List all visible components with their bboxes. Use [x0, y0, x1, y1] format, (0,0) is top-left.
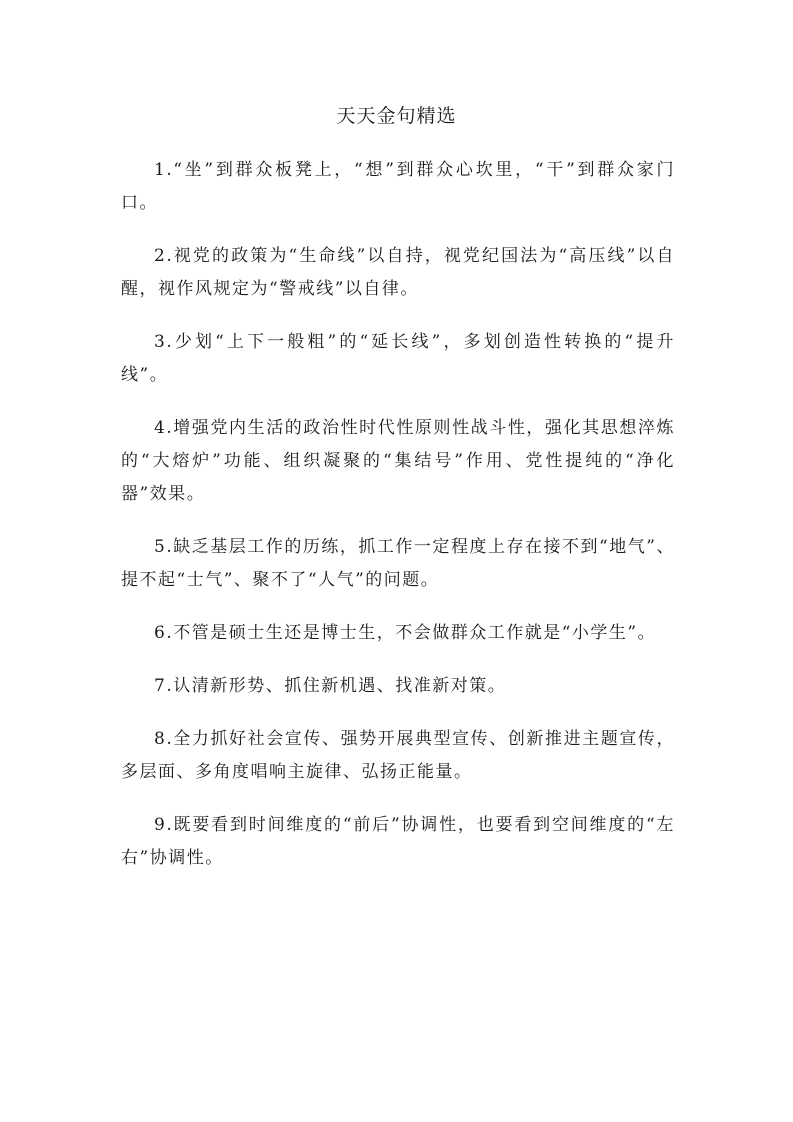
- quote-paragraph-3: 3.少划“上下一般粗”的“延长线”，多划创造性转换的“提升线”。: [121, 332, 675, 385]
- quote-paragraph-9: 9.既要看到时间维度的“前后”协调性，也要看到空间维度的“左右”协调性。: [121, 815, 675, 868]
- document-body: [121, 154, 675, 895]
- quote-paragraph-8: 8.全力抓好社会宣传、强势开展典型宣传、创新推进主题宣传，多层面、多角度唱响主旋律、弘扬正能量。: [121, 729, 675, 782]
- quote-paragraph-1: 1.“坐”到群众板凳上，“想”到群众心坎里，“干”到群众家门口。: [121, 160, 675, 213]
- quote-paragraph-6: 6.不管是硕士生还是博士生，不会做群众工作就是“小学生”。: [154, 623, 657, 643]
- quote-paragraph-4: 4.增强党内生活的政治性时代性原则性战斗性，强化其思想淬炼的“大熔炉”功能、组织凝聚的“集结号”作用、党性提纯的“净化器”效果。: [121, 418, 675, 504]
- quote-paragraph-5: 5.缺乏基层工作的历练，抓工作一定程度上存在接不到“地气”、提不起“士气”、聚不了“人气”的问题。: [121, 537, 675, 590]
- page-title: 天天金句精选: [336, 105, 457, 127]
- quote-paragraph-7: 7.认清新形势、抓住新机遇、找准新对策。: [154, 676, 507, 696]
- quote-paragraph-2: 2.视党的政策为“生命线”以自持，视党纪国法为“高压线”以自醒，视作风规定为“警戒线”以自律。: [121, 246, 675, 299]
